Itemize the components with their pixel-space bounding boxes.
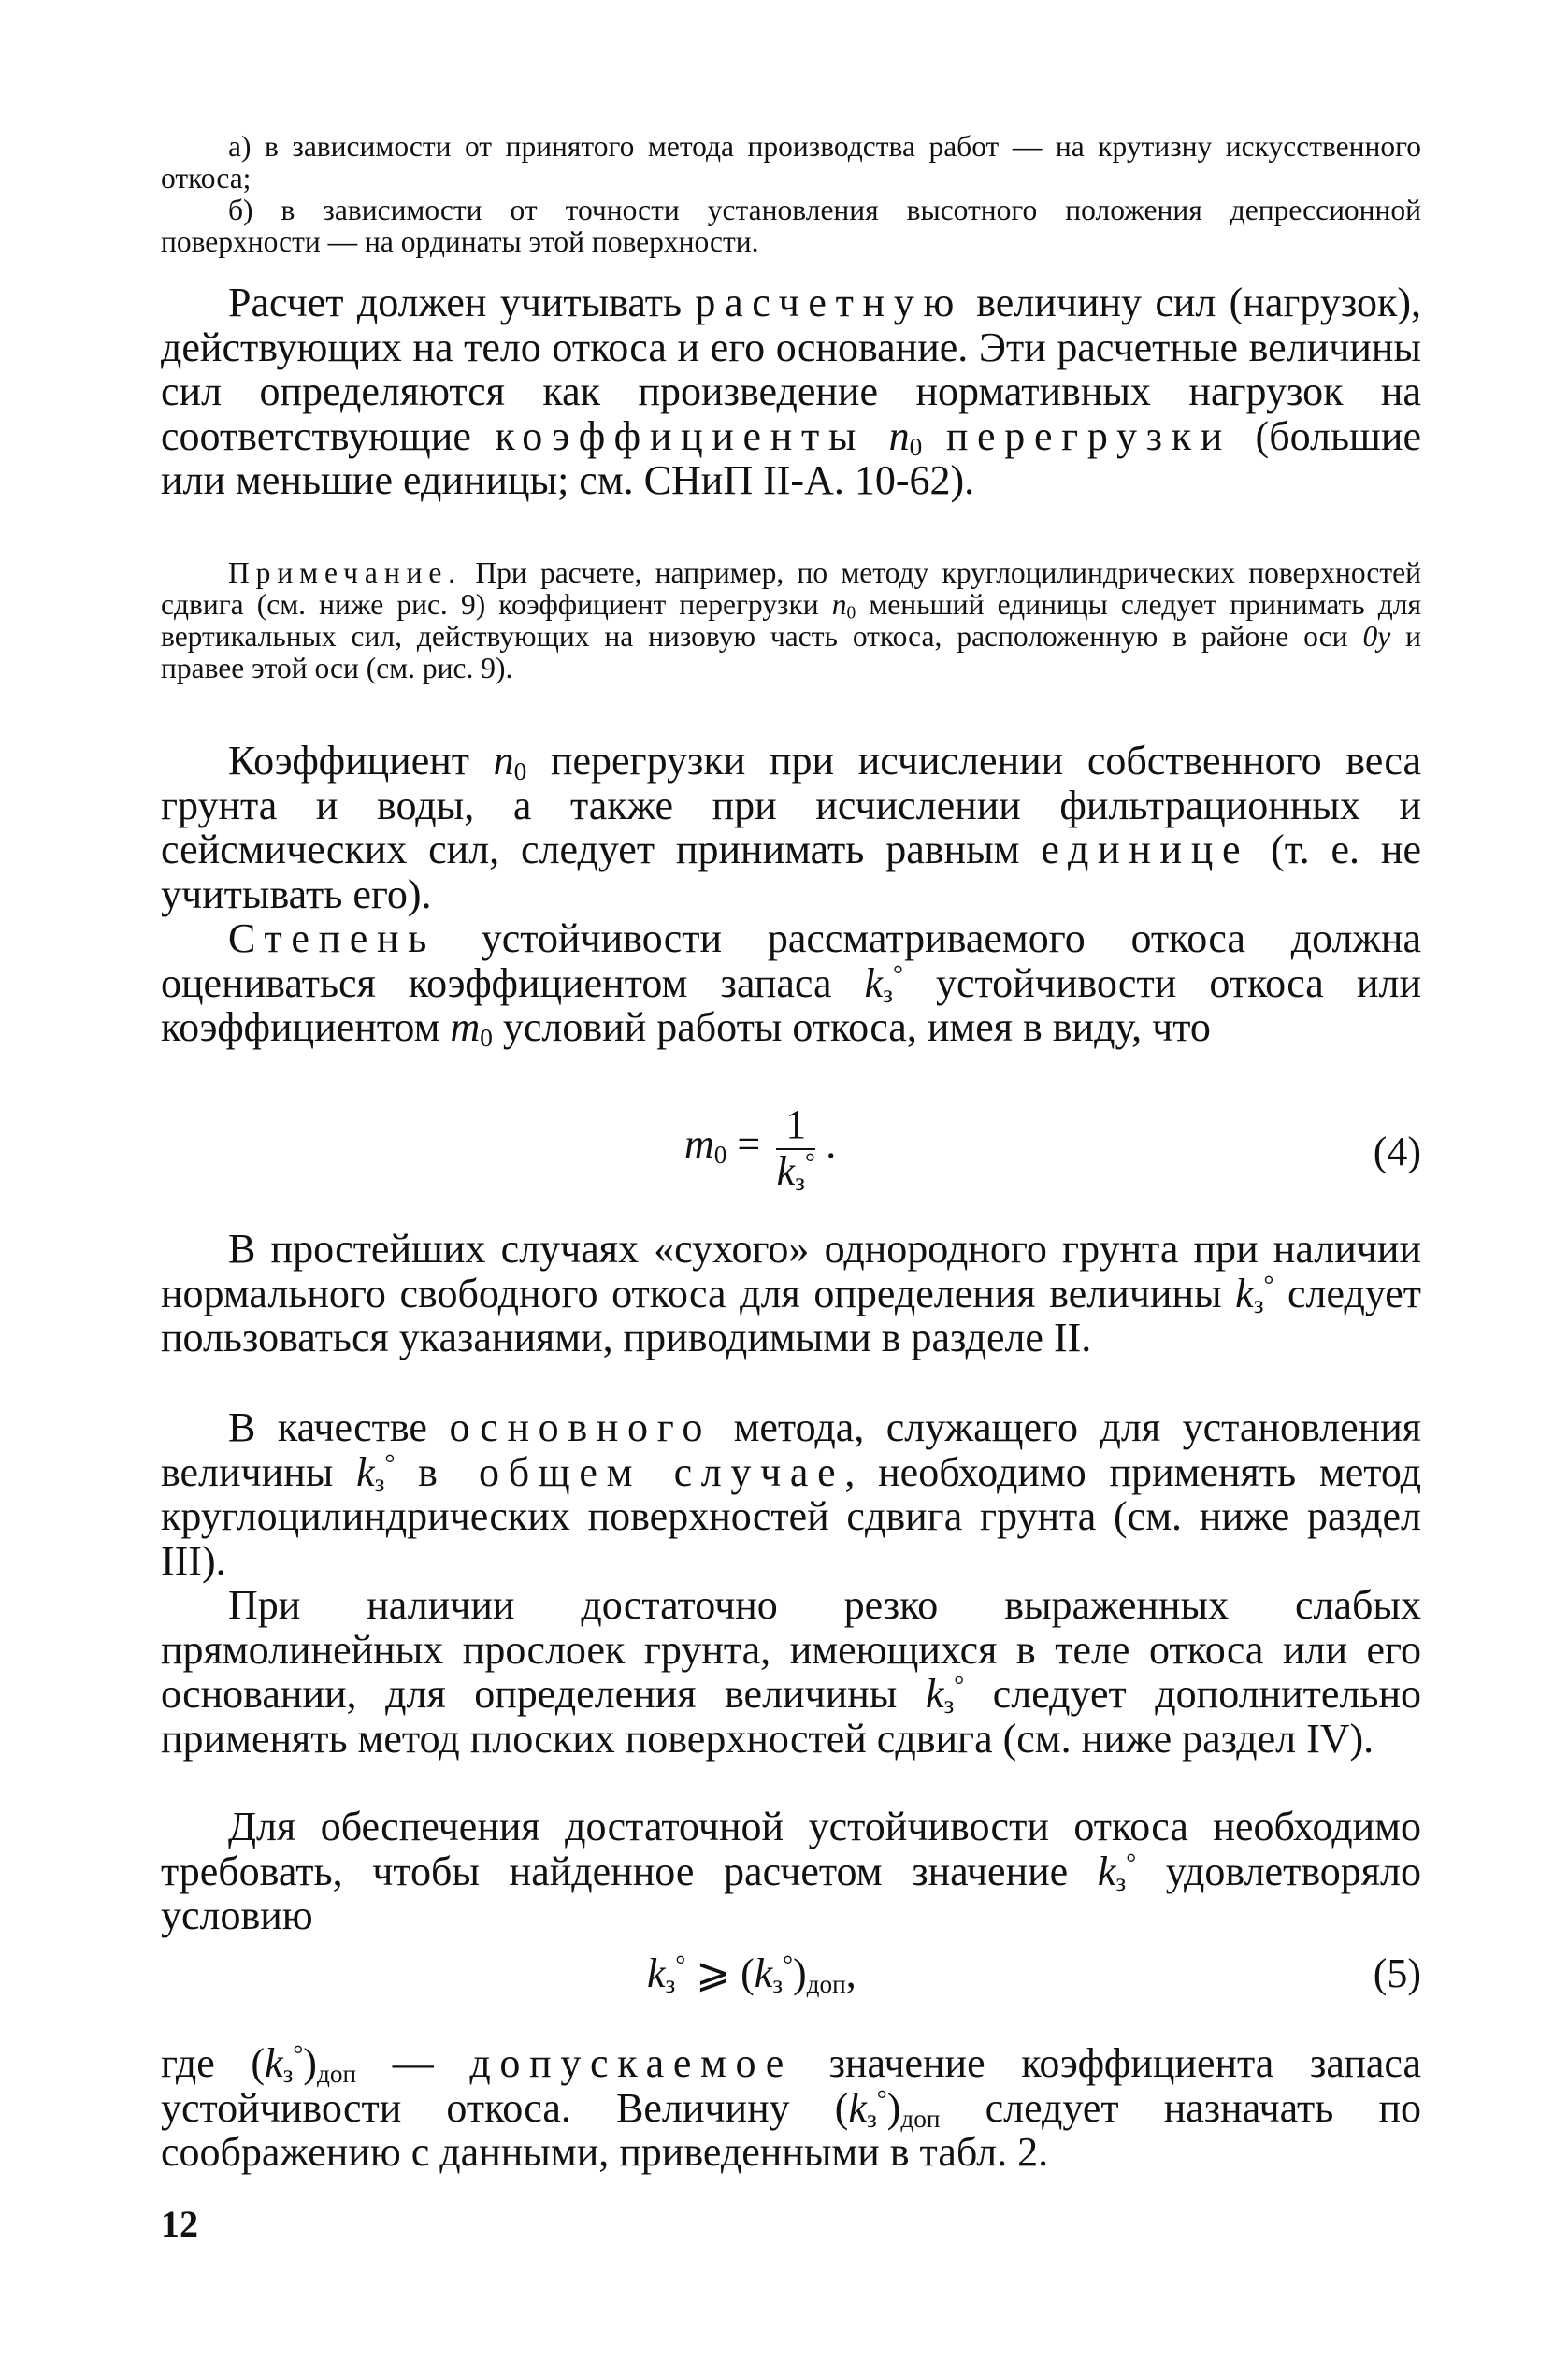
paragraph-simple-cases: В простейших случаях «сухого» однородного грунта при наличии нормального свободного откоса для определения величины $k_з^\circ$ следует пользоваться указаниями, приводимыми в разделе II. [161,1226,1422,1360]
emphasis-coefficients: коэффициенты [495,412,866,459]
equation-number-4: (4) [1373,1129,1421,1174]
equation-number-5: (5) [1373,1950,1421,1996]
emphasis-main: основного [449,1404,712,1450]
emphasis-design: расчетную [695,280,963,325]
paragraph-sufficient-stability: Для обеспечения достаточной устойчивости откоса необходимо требовать, чтобы найденное расчетом значение $k_з^\circ$ удовлетворяло условию [161,1804,1421,1938]
paragraph-design-loads: Расчет должен учитывать расчетную величину сил (нагрузок), действующих на тело откоса и его основание. Эти расчетные величины сил определяются как произведение нормативных нагрузок на соответствующие коэффициенты $n_0$ перегрузки (большие или меньшие единицы; см. СНиП II-А. 10-62). [161,280,1421,503]
item-b: б) в зависимости от точности установления высотного положения депрессионной поверхности — на ординаты этой поверхности. [161,194,1421,258]
paragraph-allowable-value: где $(k_з^\circ)_{доп}$ — допускаемое значение коэффициента запаса устойчивости откоса. Величину $(k_з^\circ)_{доп}$ следует назначать по соображению с данными, приведенными в табл. 2. [161,2040,1421,2175]
emphasis-degree: Степень [228,915,436,961]
fraction: $\frac{1}{k_з^\circ}$ [776,1101,815,1196]
emphasis-general-case: в общем случае [418,1448,845,1495]
page-number: 12 [161,2203,198,2245]
item-a: а) в зависимости от принятого метода производства работ — на крутизну искусственного откоса; [161,130,1421,194]
top-items [161,131,1421,258]
axis-label: 0y [1362,620,1391,653]
paragraph-main-method: В качестве основного метода, служащего для установления величины $k_з^\circ$ в общем случае, необходимо применять метод круглоцилиндрических поверхностей сдвига грунта (см. ниже раздел III). [161,1404,1421,1584]
paragraph-stability-degree: Степень устойчивости рассматриваемого откоса должна оцениваться коэффициентом запаса $k_з^\circ$ устойчивости откоса или коэффициентом $m_0$ условий работы откоса, имея в виду, что [161,915,1422,1052]
emphasis-unity: единице [1041,827,1250,872]
paragraph-weak-layers: При наличии достаточно резко выраженных слабых прямолинейных прослоек грунта, имеющихся в теле откоса или его основании, для определения величины $k_з^\circ$ следует дополнительно применять метод плоских поверхностей сдвига (см. ниже раздел IV). [161,1582,1422,1762]
paragraph-overload-coefficient: Коэффициент $n_0$ перегрузки при исчислении собственного веса грунта и воды, а также при исчислении фильтрационных и сейсмических сил, следует принимать равным единице (т. е. не учитывать его). [161,738,1421,917]
note-label: Примечание. [228,556,463,589]
emphasis-overload: перегрузки [945,412,1232,459]
symbol-n0: n [888,412,910,459]
note-block: Примечание. При расчете, например, по методу круглоцилиндрических поверхностей сдвига (см. ниже рис. 9) коэффициент перегрузки $n_0$ меньший единицы следует принимать для вертикальных сил, действующих на низовую часть откоса, расположенную в районе оси 0y и правее этой оси (см. рис. 9). [161,556,1421,684]
emphasis-allowable: допускаемое [469,2040,793,2086]
document-page: а) в зависимости от принятого метода производства работ — на крутизну искусственного откоса; б) в зависимости от точности установления высотного положения депрессионной поверхности — на ординаты этой поверхности. Расчет должен учитывать расчетную величину сил (нагрузок), действующих на тело откоса и его основание. Эти расчетные величины сил определяются как произведение нормативных нагрузок на соответствующие коэффициенты $n_0$ перегрузки (большие или меньшие единицы; см. СНиП II-А. 10-62). Примечание. При расчете, например, по методу круглоцилиндрических поверхностей сдвига (см. ниже рис. 9) коэффициент перегрузки $n_0$ меньший единицы следует принимать для вертикальных сил, действующих на низовую часть откоса, расположенную в районе оси 0y и правее этой оси (см. рис. 9). Коэффициент $n_0$ перегрузки при исчислении собственного веса грунта и воды, а также при исчислении фильтрационных и сейсмических сил, следует принимать равным единице (т. е. не учитывать его). Степень устойчивости рассматриваемого откоса должна оцениваться коэффициентом запаса $k_з^\circ$ устойчивости откоса или коэффициентом $m_0$ условий работы откоса, имея в виду, что $m_0$ = $\frac{1}{k_з^\circ}$ . (4) В простейших случаях «сухого» однородного грунта при наличии нормального свободного откоса для определения величины $k_з^\circ$ следует пользоваться указаниями, приводимыми в разделе II. В качестве основного метода, служащего для установления величины $k_з^\circ$ в общем случае, необходимо применять метод круглоцилиндрических поверхностей сдвига грунта (см. ниже раздел III). При наличии достаточно резко выраженных слабых прямолинейных прослоек грунта, имеющихся в теле откоса или его основании, для определения величины $k_з^\circ$ следует дополнительно применять метод плоских поверхностей сдвига (см. ниже раздел IV). Для обеспечения достаточной устойчивости откоса необходимо требовать, чтобы найденное расчетом значение $k_з^\circ$ удовлетворяло условию $k_з^\circ$ ⩾ $(k_з^\circ)_{доп}$, (5) где $(k_з^\circ)_{доп}$ — допускаемое значение коэффициента запаса устойчивости откоса. Величину $(k_з^\circ)_{доп}$ следует назначать по соображению с данными, приведенными в табл. 2. 12 [161,130,1422,2245]
